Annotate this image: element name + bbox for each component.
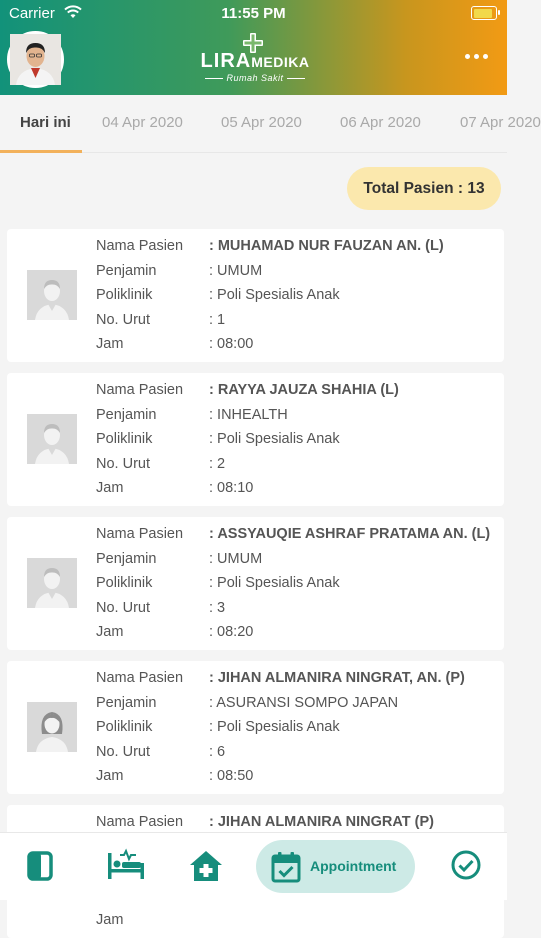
patient-name-value: : JIHAN ALMANIRA NINGRAT, AN. (P) bbox=[209, 670, 465, 686]
field-label-time: Jam bbox=[96, 480, 124, 496]
battery-icon bbox=[471, 6, 497, 20]
appointment-label: Appointment bbox=[310, 858, 397, 874]
doctor-avatar[interactable] bbox=[7, 31, 64, 88]
field-label-name: Nama Pasien bbox=[96, 382, 184, 398]
patient-queue-value: : 3 bbox=[209, 600, 226, 616]
patient-name-value: : JIHAN ALMANIRA NINGRAT (P) bbox=[209, 814, 434, 830]
calendar-check-icon bbox=[271, 851, 301, 883]
patient-clinic-value: : Poli Spesialis Anak bbox=[209, 719, 340, 735]
field-label-payer: Penjamin bbox=[96, 551, 157, 567]
field-label-queue: No. Urut bbox=[96, 456, 150, 472]
logo-name-part1: LIRA bbox=[200, 50, 252, 72]
hospital-bed-icon[interactable] bbox=[106, 849, 146, 885]
tab-05-apr-2020[interactable]: 05 Apr 2020 bbox=[221, 114, 302, 131]
patient-card[interactable] bbox=[7, 661, 504, 794]
field-label-queue: No. Urut bbox=[96, 600, 150, 616]
patient-name-value: : ASSYAUQIE ASHRAF PRATAMA AN. (L) bbox=[209, 526, 491, 542]
patient-card[interactable] bbox=[7, 229, 504, 362]
field-label-name: Nama Pasien bbox=[96, 814, 184, 830]
date-tabs bbox=[0, 95, 541, 153]
field-label-payer: Penjamin bbox=[96, 263, 157, 279]
patient-clinic-value: : Poli Spesialis Anak bbox=[209, 575, 340, 591]
field-label-clinic: Poliklinik bbox=[96, 431, 153, 447]
patient-time-value: : 08:50 bbox=[209, 768, 254, 784]
hospital-logo bbox=[190, 33, 320, 88]
patient-queue-value: : 2 bbox=[209, 456, 226, 472]
tab-04-apr-2020[interactable]: 04 Apr 2020 bbox=[102, 114, 183, 131]
tab-07-apr-2020[interactable]: 07 Apr 2020 bbox=[460, 114, 541, 131]
female-avatar-icon bbox=[27, 702, 77, 752]
field-label-queue: No. Urut bbox=[96, 744, 150, 760]
appointment-nav-item[interactable] bbox=[256, 840, 415, 893]
patient-payer-value: : UMUM bbox=[209, 263, 263, 279]
field-label-time: Jam bbox=[96, 768, 124, 784]
field-label-time: Jam bbox=[96, 336, 124, 352]
tab-today[interactable]: Hari ini bbox=[20, 114, 71, 131]
male-avatar-icon bbox=[27, 270, 77, 320]
patient-payer-value: : UMUM bbox=[209, 551, 263, 567]
patient-clinic-value: : Poli Spesialis Anak bbox=[209, 431, 340, 447]
total-patients-badge: Total Pasien : 13 bbox=[347, 167, 501, 210]
app-header bbox=[0, 0, 507, 95]
patient-time-value: : 08:10 bbox=[209, 480, 254, 496]
logo-subtitle: Rumah Sakit bbox=[226, 73, 284, 83]
patient-payer-value: : INHEALTH bbox=[209, 407, 288, 423]
field-label-clinic: Poliklinik bbox=[96, 287, 153, 303]
active-tab-indicator bbox=[0, 150, 82, 153]
patient-queue-value: : 1 bbox=[209, 312, 226, 328]
patient-time-value: : 08:20 bbox=[209, 624, 254, 640]
patient-clinic-value: : Poli Spesialis Anak bbox=[209, 287, 340, 303]
clock-time: 11:55 PM bbox=[221, 5, 286, 22]
field-label-payer: Penjamin bbox=[96, 407, 157, 423]
more-options-icon[interactable] bbox=[465, 50, 489, 62]
bottom-navigation bbox=[0, 832, 507, 900]
home-medical-icon[interactable] bbox=[188, 849, 224, 885]
field-label-time: Jam bbox=[96, 624, 124, 640]
field-label-time: Jam bbox=[96, 912, 124, 928]
male-avatar-icon bbox=[27, 558, 77, 608]
check-circle-icon[interactable] bbox=[450, 849, 482, 885]
logo-name-part2: MEDIKA bbox=[251, 54, 310, 70]
patient-name-value: : MUHAMAD NUR FAUZAN AN. (L) bbox=[209, 238, 444, 254]
patient-card[interactable] bbox=[7, 373, 504, 506]
field-label-clinic: Poliklinik bbox=[96, 719, 153, 735]
tab-06-apr-2020[interactable]: 06 Apr 2020 bbox=[340, 114, 421, 131]
field-label-clinic: Poliklinik bbox=[96, 575, 153, 591]
patient-payer-value: : ASURANSI SOMPO JAPAN bbox=[209, 695, 399, 711]
field-label-payer: Penjamin bbox=[96, 695, 157, 711]
tablet-icon[interactable] bbox=[27, 849, 53, 885]
patient-queue-value: : 6 bbox=[209, 744, 226, 760]
field-label-name: Nama Pasien bbox=[96, 526, 184, 542]
male-avatar-icon bbox=[27, 414, 77, 464]
patient-time-value: : 08:00 bbox=[209, 336, 254, 352]
field-label-name: Nama Pasien bbox=[96, 670, 184, 686]
field-label-name: Nama Pasien bbox=[96, 238, 184, 254]
patient-name-value: : RAYYA JAUZA SHAHIA (L) bbox=[209, 382, 399, 398]
patient-card[interactable] bbox=[7, 517, 504, 650]
status-bar bbox=[0, 0, 507, 28]
field-label-queue: No. Urut bbox=[96, 312, 150, 328]
carrier-label: Carrier bbox=[9, 5, 55, 22]
